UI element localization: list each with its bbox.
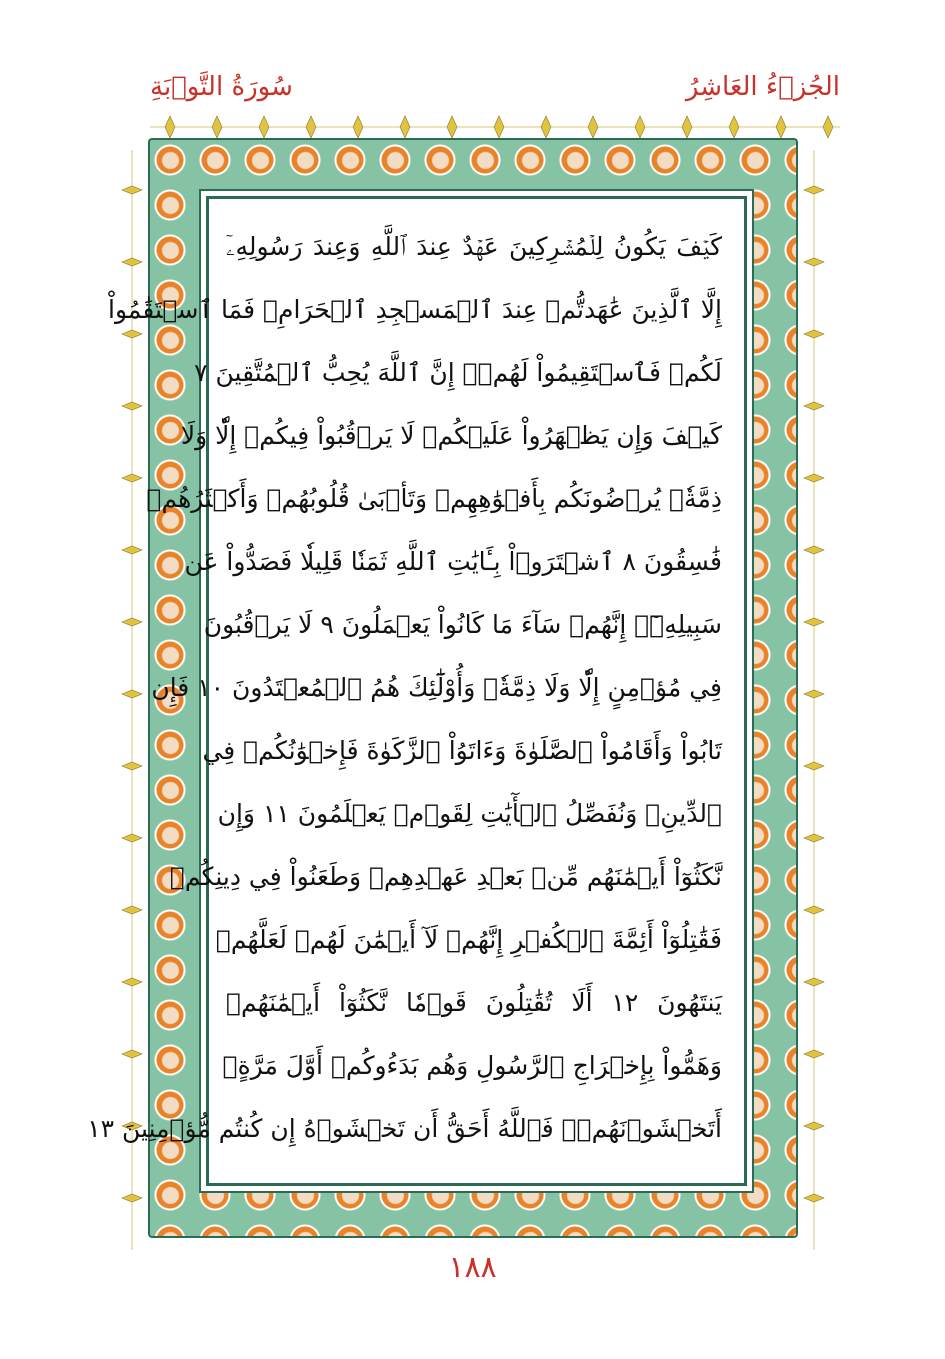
- verse-line: فَٰسِقُونَ ٨ ٱشۡتَرَوۡاْ بِـَٔايَٰتِ ٱللَّهِ ثَمَنٗا قَلِيلٗا فَصَدُّواْ عَن: [184, 547, 722, 576]
- right-ornament-ticks: [800, 150, 828, 1250]
- verse-line: كَيۡفَ يَكُونُ لِلۡمُشۡرِكِينَ عَهۡدٌ عِندَ ٱللَّهِ وَعِندَ رَسُولِهِۦٓ: [226, 232, 722, 261]
- verse-line: فِي مُؤۡمِنٍ إِلّٗا وَلَا ذِمَّةٗۚ وَأُوْلَٰٓئِكَ هُمُ ٱلۡمُعۡتَدُونَ ١٠ فَإِن: [151, 673, 722, 702]
- juz-name: الجُزۡءُ العَاشِرُ: [685, 72, 840, 102]
- verse-line: فَقَٰتِلُوٓاْ أَئِمَّةَ ٱلۡكُفۡرِ إِنَّهُمۡ لَآ أَيۡمَٰنَ لَهُمۡ لَعَلَّهُمۡ: [215, 925, 722, 954]
- page-number: ١٨٨: [448, 1250, 497, 1285]
- verse-line: نَّكَثُوٓاْ أَيۡمَٰنَهُم مِّنۢ بَعۡدِ عَهۡدِهِمۡ وَطَعَنُواْ فِي دِينِكُمۡ: [169, 862, 722, 891]
- page-header: [150, 62, 840, 112]
- verse-line: إِلَّا ٱلَّذِينَ عَٰهَدتُّمۡ عِندَ ٱلۡمَسۡجِدِ ٱلۡحَرَامِۖ فَمَا ٱسۡتَقَٰمُواْ: [108, 295, 722, 324]
- verse-line: يَنتَهُونَ ١٢ أَلَا تُقَٰتِلُونَ قَوۡمٗا نَّكَثُوٓاْ أَيۡمَٰنَهُمۡ: [226, 988, 723, 1017]
- verse-line: كَيۡفَ وَإِن يَظۡهَرُواْ عَلَيۡكُمۡ لَا يَرۡقُبُواْ فِيكُمۡ إِلّٗا وَلَا: [180, 421, 722, 450]
- verse-line: لَكُمۡ فَٱسۡتَقِيمُواْ لَهُمۡۚ إِنَّ ٱللَّهَ يُحِبُّ ٱلۡمُتَّقِينَ ٧: [194, 358, 722, 387]
- verse-line: ذِمَّةٗۚ يُرۡضُونَكُم بِأَفۡوَٰهِهِمۡ وَتَأۡبَىٰ قُلُوبُهُمۡ وَأَكۡثَرُهُمۡ: [146, 484, 722, 513]
- verse-line: سَبِيلِهِۦٓۚ إِنَّهُمۡ سَآءَ مَا كَانُواْ يَعۡمَلُونَ ٩ لَا يَرۡقُبُونَ: [203, 610, 722, 639]
- verse-line: أَتَخۡشَوۡنَهُمۡۚ فَٱللَّهُ أَحَقُّ أَن تَخۡشَوۡهُ إِن كُنتُم مُّؤۡمِنِينَ ١٣: [87, 1114, 722, 1143]
- verse-text-block: [87, 215, 723, 1160]
- verse-line: ٱلدِّينِۗ وَنُفَصِّلُ ٱلۡأٓيَٰتِ لِقَوۡمٖ يَعۡلَمُونَ ١١ وَإِن: [217, 799, 722, 828]
- surah-name: سُورَةُ التَّوۡبَةِ: [150, 72, 293, 102]
- verse-line: وَهَمُّواْ بِإِخۡرَاجِ ٱلرَّسُولِ وَهُم بَدَءُوكُمۡ أَوَّلَ مَرَّةٍۚ: [222, 1051, 722, 1080]
- verse-line: تَابُواْ وَأَقَامُواْ ٱلصَّلَوٰةَ وَءَاتَوُاْ ٱلزَّكَوٰةَ فَإِخۡوَٰنُكُمۡ فِي: [202, 736, 722, 765]
